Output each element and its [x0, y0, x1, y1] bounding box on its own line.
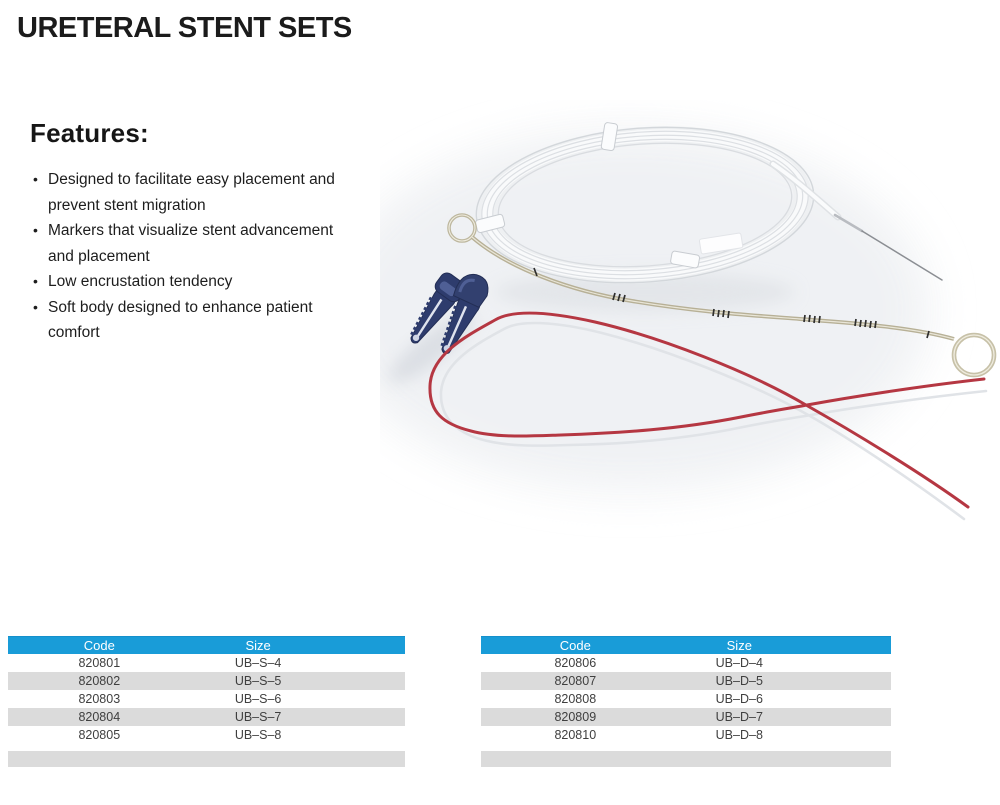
- product-photo: [380, 100, 1000, 630]
- filler-cell: [809, 708, 891, 726]
- size-cell: UB–D–7: [715, 710, 763, 724]
- table-row: [481, 654, 891, 672]
- table-row: [8, 654, 405, 672]
- size-cell: UB–D–4: [715, 656, 763, 670]
- filler-cell: [809, 726, 891, 744]
- filler-cell: [326, 654, 405, 672]
- table-row: [8, 672, 405, 690]
- features-heading: Features:: [30, 118, 149, 148]
- code-cell: 820803: [78, 692, 121, 706]
- column-header: [809, 637, 891, 655]
- feature-item: • Designed to facilitate easy placement and prevent stent migration: [33, 167, 349, 218]
- filler-cell: [809, 672, 891, 690]
- table-row: [8, 726, 405, 744]
- size-cell: UB–S–6: [234, 692, 282, 706]
- column-header: Code: [8, 637, 191, 655]
- empty-row-band: [8, 751, 405, 767]
- feature-item: • Low encrustation tendency: [33, 269, 349, 295]
- spec-tables: [8, 636, 891, 767]
- spec-table-left: [8, 636, 405, 767]
- size-cell: UB–S–7: [234, 710, 282, 724]
- table-row: [8, 690, 405, 708]
- filler-cell: [326, 708, 405, 726]
- table-row: [481, 708, 891, 726]
- header-row: [481, 637, 891, 655]
- table-row: [481, 726, 891, 744]
- product-photo-illustration: [380, 100, 1000, 630]
- column-header: Size: [191, 637, 326, 655]
- code-cell: 820804: [78, 710, 121, 724]
- size-cell: UB–D–5: [715, 674, 763, 688]
- table-row: [481, 672, 891, 690]
- spec-table: [481, 636, 891, 744]
- code-cell: 820802: [78, 674, 121, 688]
- filler-cell: [809, 690, 891, 708]
- feature-item: • Markers that visualize stent advancement and placement: [33, 218, 349, 269]
- size-cell: UB–S–5: [234, 674, 282, 688]
- header-row: [8, 637, 405, 655]
- table-row: [8, 708, 405, 726]
- filler-cell: [326, 672, 405, 690]
- code-cell: 820809: [554, 710, 597, 724]
- code-cell: 820807: [554, 674, 597, 688]
- code-cell: 820801: [78, 656, 121, 670]
- size-cell: UB–D–6: [715, 692, 763, 706]
- filler-cell: [326, 690, 405, 708]
- features-list: [30, 167, 349, 346]
- column-header: Code: [481, 637, 670, 655]
- filler-cell: [326, 726, 405, 744]
- empty-row-band: [481, 751, 891, 767]
- spec-table-right: [481, 636, 891, 767]
- spec-table: [8, 636, 405, 744]
- features-section: [30, 118, 360, 346]
- size-cell: UB–S–8: [234, 728, 282, 742]
- column-header: Size: [670, 637, 809, 655]
- size-cell: UB–D–8: [715, 728, 763, 742]
- table-row: [481, 690, 891, 708]
- code-cell: 820808: [554, 692, 597, 706]
- size-cell: UB–S–4: [234, 656, 282, 670]
- page-title: URETERAL STENT SETS: [17, 12, 352, 44]
- code-cell: 820806: [554, 656, 597, 670]
- column-header: [326, 637, 405, 655]
- filler-cell: [809, 654, 891, 672]
- code-cell: 820810: [554, 728, 597, 742]
- feature-item: • Soft body designed to enhance patient comfort: [33, 295, 349, 346]
- code-cell: 820805: [78, 728, 121, 742]
